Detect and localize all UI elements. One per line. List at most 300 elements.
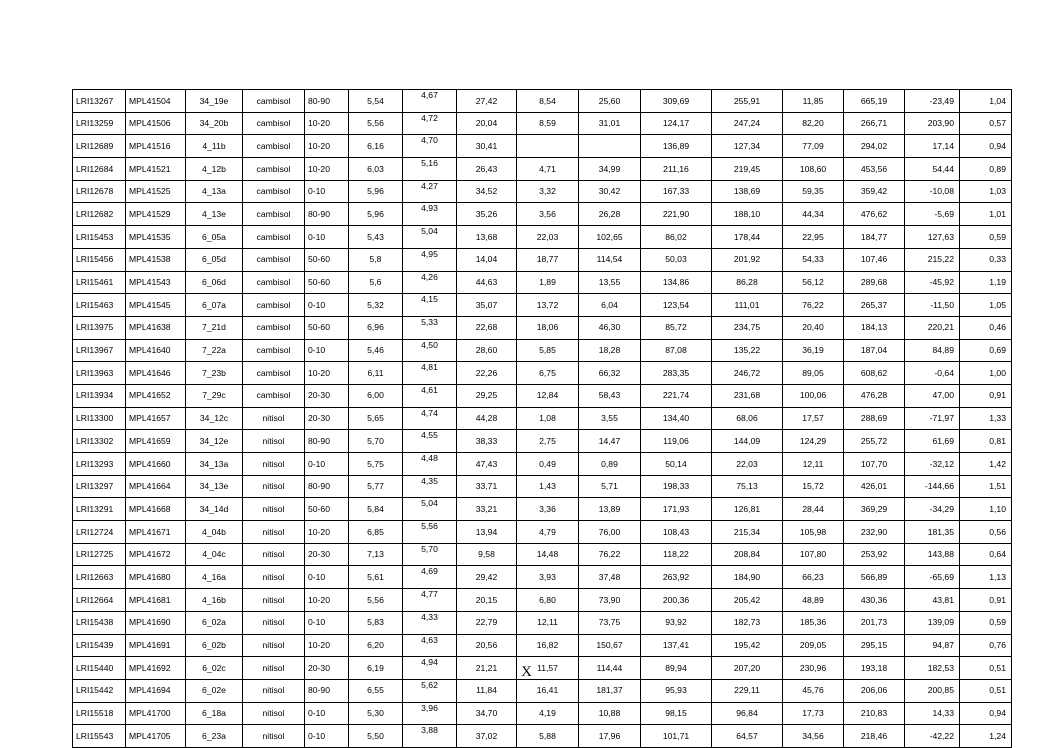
cell-lab-id: LRI15439 <box>73 634 126 657</box>
cell-lab-id: LRI15438 <box>73 611 126 634</box>
cell-value-i: 608,62 <box>844 362 905 385</box>
table-row <box>73 611 1012 634</box>
cell-soil-type: cambisol <box>243 294 305 317</box>
cell-value-g: 208,84 <box>712 543 783 566</box>
cell-value-k: 1,33 <box>960 407 1012 430</box>
cell-value-a: 6,55 <box>349 679 403 702</box>
cell-soil-type: nitisol <box>243 430 305 453</box>
cell-value-f: 50,14 <box>641 453 712 476</box>
cell-value-g: 234,75 <box>712 316 783 339</box>
cell-value-g: 215,34 <box>712 521 783 544</box>
cell-value-k: 0,81 <box>960 430 1012 453</box>
cell-value-c: 20,04 <box>457 112 517 135</box>
cell-site-code: 6_02a <box>186 611 243 634</box>
cell-soil-type: nitisol <box>243 498 305 521</box>
cell-value-h: 100,06 <box>783 384 844 407</box>
cell-value-i: 359,42 <box>844 180 905 203</box>
cell-lab-id: LRI13967 <box>73 339 126 362</box>
cell-soil-type: nitisol <box>243 634 305 657</box>
cell-value-e: 73,75 <box>579 611 641 634</box>
cell-value-i: 289,68 <box>844 271 905 294</box>
cell-depth: 10-20 <box>305 589 349 612</box>
cell-value-j: 54,44 <box>905 158 960 181</box>
cell-site-code: 6_05d <box>186 248 243 271</box>
table-row <box>73 702 1012 725</box>
cell-value-e: 58,43 <box>579 384 641 407</box>
table-row <box>73 589 1012 612</box>
cell-value-b: 4,72 <box>403 112 457 135</box>
cell-value-i: 184,13 <box>844 316 905 339</box>
cell-sample-id: MPL41664 <box>126 475 186 498</box>
cell-value-i: 430,36 <box>844 589 905 612</box>
cell-value-d: 3,93 <box>517 566 579 589</box>
cell-value-j: 182,53 <box>905 657 960 680</box>
cell-value-f: 119,06 <box>641 430 712 453</box>
cell-value-i: 218,46 <box>844 725 905 748</box>
cell-value-a: 5,96 <box>349 203 403 226</box>
cell-value-d: 13,72 <box>517 294 579 317</box>
cell-soil-type: nitisol <box>243 611 305 634</box>
table-row <box>73 362 1012 385</box>
cell-lab-id: LRI12684 <box>73 158 126 181</box>
cell-sample-id: MPL41700 <box>126 702 186 725</box>
cell-value-j: -45,92 <box>905 271 960 294</box>
cell-sample-id: MPL41543 <box>126 271 186 294</box>
cell-value-g: 135,22 <box>712 339 783 362</box>
cell-site-code: 34_14d <box>186 498 243 521</box>
cell-depth: 80-90 <box>305 679 349 702</box>
cell-soil-type: nitisol <box>243 475 305 498</box>
cell-value-j: 61,69 <box>905 430 960 453</box>
cell-value-i: 210,83 <box>844 702 905 725</box>
cell-value-b: 5,62 <box>403 679 457 702</box>
cell-value-c: 28,60 <box>457 339 517 362</box>
cell-value-f: 124,17 <box>641 112 712 135</box>
cell-value-j: -42,22 <box>905 725 960 748</box>
cell-value-e: 46,30 <box>579 316 641 339</box>
cell-value-a: 5,84 <box>349 498 403 521</box>
cell-site-code: 7_29c <box>186 384 243 407</box>
cell-value-e: 17,96 <box>579 725 641 748</box>
cell-value-b: 5,04 <box>403 226 457 249</box>
table-row <box>73 453 1012 476</box>
cell-site-code: 6_05a <box>186 226 243 249</box>
cell-sample-id: MPL41652 <box>126 384 186 407</box>
cell-value-g: 96,84 <box>712 702 783 725</box>
cell-value-k: 1,13 <box>960 566 1012 589</box>
cell-value-j: 127,63 <box>905 226 960 249</box>
cell-site-code: 34_13a <box>186 453 243 476</box>
cell-value-a: 5,96 <box>349 180 403 203</box>
cell-value-j: 143,88 <box>905 543 960 566</box>
cell-value-e: 102,65 <box>579 226 641 249</box>
cell-soil-type: nitisol <box>243 725 305 748</box>
cell-sample-id: MPL41681 <box>126 589 186 612</box>
cell-value-c: 34,70 <box>457 702 517 725</box>
cell-value-g: 184,90 <box>712 566 783 589</box>
cell-value-f: 108,43 <box>641 521 712 544</box>
cell-sample-id: MPL41516 <box>126 135 186 158</box>
cell-value-h: 107,80 <box>783 543 844 566</box>
cell-value-c: 13,94 <box>457 521 517 544</box>
cell-sample-id: MPL41691 <box>126 634 186 657</box>
cell-value-a: 5,6 <box>349 271 403 294</box>
table-row <box>73 203 1012 226</box>
cell-value-h: 82,20 <box>783 112 844 135</box>
cell-value-i: 232,90 <box>844 521 905 544</box>
cell-value-g: 182,73 <box>712 611 783 634</box>
table-row <box>73 384 1012 407</box>
cell-value-d: 1,89 <box>517 271 579 294</box>
cell-depth: 0-10 <box>305 180 349 203</box>
cell-lab-id: LRI15440 <box>73 657 126 680</box>
table-row <box>73 634 1012 657</box>
cell-value-c: 26,43 <box>457 158 517 181</box>
cell-value-f: 86,02 <box>641 226 712 249</box>
cell-value-i: 201,73 <box>844 611 905 634</box>
cell-value-c: 47,43 <box>457 453 517 476</box>
cell-soil-type: nitisol <box>243 543 305 566</box>
cell-value-g: 229,11 <box>712 679 783 702</box>
cell-value-j: 215,22 <box>905 248 960 271</box>
cell-value-d: 16,41 <box>517 679 579 702</box>
cell-value-k: 1,51 <box>960 475 1012 498</box>
cell-sample-id: MPL41535 <box>126 226 186 249</box>
cell-value-b: 5,04 <box>403 498 457 521</box>
cell-value-h: 54,33 <box>783 248 844 271</box>
cell-value-f: 137,41 <box>641 634 712 657</box>
cell-value-g: 75,13 <box>712 475 783 498</box>
cell-value-d: 1,08 <box>517 407 579 430</box>
cell-soil-type: cambisol <box>243 180 305 203</box>
cell-value-g: 188,10 <box>712 203 783 226</box>
soil-data-table <box>72 89 1012 748</box>
cell-soil-type: nitisol <box>243 566 305 589</box>
cell-soil-type: nitisol <box>243 702 305 725</box>
cell-value-f: 85,72 <box>641 316 712 339</box>
cell-value-j: 203,90 <box>905 112 960 135</box>
cell-soil-type: nitisol <box>243 589 305 612</box>
cell-value-d: 6,80 <box>517 589 579 612</box>
cell-value-e: 25,60 <box>579 90 641 113</box>
cell-value-e: 14,47 <box>579 430 641 453</box>
table-row <box>73 226 1012 249</box>
cell-site-code: 6_02b <box>186 634 243 657</box>
cell-value-f: 101,71 <box>641 725 712 748</box>
cell-value-b: 4,95 <box>403 248 457 271</box>
cell-value-j: -65,69 <box>905 566 960 589</box>
cell-sample-id: MPL41671 <box>126 521 186 544</box>
cell-site-code: 34_20b <box>186 112 243 135</box>
cell-value-d <box>517 135 579 158</box>
cell-value-i: 206,06 <box>844 679 905 702</box>
cell-value-b: 4,27 <box>403 180 457 203</box>
cell-value-j: 43,81 <box>905 589 960 612</box>
cell-sample-id: MPL41660 <box>126 453 186 476</box>
cell-value-h: 17,73 <box>783 702 844 725</box>
cell-depth: 80-90 <box>305 90 349 113</box>
cell-depth: 50-60 <box>305 498 349 521</box>
cell-lab-id: LRI12664 <box>73 589 126 612</box>
cell-value-a: 6,20 <box>349 634 403 657</box>
cell-value-f: 198,33 <box>641 475 712 498</box>
cell-value-f: 263,92 <box>641 566 712 589</box>
cell-soil-type: cambisol <box>243 316 305 339</box>
cell-value-g: 219,45 <box>712 158 783 181</box>
cell-site-code: 6_18a <box>186 702 243 725</box>
cell-value-k: 0,94 <box>960 135 1012 158</box>
cell-value-d: 6,75 <box>517 362 579 385</box>
cell-sample-id: MPL41672 <box>126 543 186 566</box>
table-row <box>73 498 1012 521</box>
cell-site-code: 34_13e <box>186 475 243 498</box>
cell-sample-id: MPL41705 <box>126 725 186 748</box>
cell-value-j: 181,35 <box>905 521 960 544</box>
cell-depth: 0-10 <box>305 226 349 249</box>
cell-value-b: 5,56 <box>403 521 457 544</box>
cell-lab-id: LRI13293 <box>73 453 126 476</box>
cell-site-code: 4_13e <box>186 203 243 226</box>
cell-value-a: 6,85 <box>349 521 403 544</box>
cell-value-e: 0,89 <box>579 453 641 476</box>
cell-soil-type: cambisol <box>243 384 305 407</box>
cell-value-h: 105,98 <box>783 521 844 544</box>
cell-value-d: 14,48 <box>517 543 579 566</box>
cell-value-k: 0,91 <box>960 589 1012 612</box>
cell-value-b: 4,33 <box>403 611 457 634</box>
cell-value-c: 27,42 <box>457 90 517 113</box>
table-row <box>73 180 1012 203</box>
cell-sample-id: MPL41504 <box>126 90 186 113</box>
cell-value-h: 185,36 <box>783 611 844 634</box>
cell-value-d: 18,77 <box>517 248 579 271</box>
cell-depth: 0-10 <box>305 339 349 362</box>
cell-value-b: 5,16 <box>403 158 457 181</box>
cell-value-a: 5,61 <box>349 566 403 589</box>
cell-value-g: 144,09 <box>712 430 783 453</box>
cell-value-k: 0,33 <box>960 248 1012 271</box>
cell-value-f: 136,89 <box>641 135 712 158</box>
cell-value-k: 0,94 <box>960 702 1012 725</box>
cell-value-h: 15,72 <box>783 475 844 498</box>
cell-lab-id: LRI13300 <box>73 407 126 430</box>
cell-value-c: 44,28 <box>457 407 517 430</box>
cell-value-a: 5,56 <box>349 589 403 612</box>
cell-value-c: 44,63 <box>457 271 517 294</box>
cell-lab-id: LRI13963 <box>73 362 126 385</box>
cell-value-c: 21,21 <box>457 657 517 680</box>
cell-value-g: 207,20 <box>712 657 783 680</box>
cell-value-i: 184,77 <box>844 226 905 249</box>
cell-lab-id: LRI13267 <box>73 90 126 113</box>
cell-value-j: 84,89 <box>905 339 960 362</box>
cell-value-d: 5,85 <box>517 339 579 362</box>
cell-value-e: 30,42 <box>579 180 641 203</box>
cell-value-j: 139,09 <box>905 611 960 634</box>
cell-value-d: 3,36 <box>517 498 579 521</box>
cell-value-i: 476,62 <box>844 203 905 226</box>
cell-value-f: 167,33 <box>641 180 712 203</box>
cell-value-i: 255,72 <box>844 430 905 453</box>
cell-value-d: 0,49 <box>517 453 579 476</box>
cell-value-k: 0,57 <box>960 112 1012 135</box>
cell-value-k: 1,19 <box>960 271 1012 294</box>
cell-lab-id: LRI12725 <box>73 543 126 566</box>
cell-value-d: 1,43 <box>517 475 579 498</box>
cell-lab-id: LRI12689 <box>73 135 126 158</box>
cell-value-f: 200,36 <box>641 589 712 612</box>
cell-sample-id: MPL41668 <box>126 498 186 521</box>
cell-value-b: 4,55 <box>403 430 457 453</box>
cell-value-c: 34,52 <box>457 180 517 203</box>
cell-depth: 80-90 <box>305 475 349 498</box>
cell-site-code: 34_12e <box>186 430 243 453</box>
cell-value-j: -5,69 <box>905 203 960 226</box>
cell-value-a: 5,70 <box>349 430 403 453</box>
cell-value-a: 5,8 <box>349 248 403 271</box>
cell-value-j: -34,29 <box>905 498 960 521</box>
cell-value-b: 4,50 <box>403 339 457 362</box>
table-row <box>73 339 1012 362</box>
cell-lab-id: LRI12682 <box>73 203 126 226</box>
cell-site-code: 6_02e <box>186 679 243 702</box>
cell-sample-id: MPL41659 <box>126 430 186 453</box>
cell-depth: 10-20 <box>305 634 349 657</box>
cell-sample-id: MPL41646 <box>126 362 186 385</box>
cell-depth: 10-20 <box>305 158 349 181</box>
cell-site-code: 6_06d <box>186 271 243 294</box>
cell-value-e: 13,89 <box>579 498 641 521</box>
cell-value-a: 5,46 <box>349 339 403 362</box>
cell-value-h: 36,19 <box>783 339 844 362</box>
cell-value-h: 124,29 <box>783 430 844 453</box>
cell-lab-id: LRI15456 <box>73 248 126 271</box>
cell-depth: 10-20 <box>305 135 349 158</box>
cell-value-c: 35,26 <box>457 203 517 226</box>
cell-value-d: 4,79 <box>517 521 579 544</box>
cell-lab-id: LRI15543 <box>73 725 126 748</box>
cell-value-g: 195,42 <box>712 634 783 657</box>
table-row <box>73 521 1012 544</box>
cell-depth: 0-10 <box>305 725 349 748</box>
cell-depth: 80-90 <box>305 203 349 226</box>
cell-soil-type: cambisol <box>243 248 305 271</box>
cell-depth: 10-20 <box>305 362 349 385</box>
cell-value-k: 0,56 <box>960 521 1012 544</box>
cell-value-f: 98,15 <box>641 702 712 725</box>
cell-sample-id: MPL41694 <box>126 679 186 702</box>
cell-lab-id: LRI13291 <box>73 498 126 521</box>
cell-value-e: 114,54 <box>579 248 641 271</box>
cell-value-e: 5,71 <box>579 475 641 498</box>
cell-site-code: 6_02c <box>186 657 243 680</box>
cell-site-code: 6_07a <box>186 294 243 317</box>
table-row <box>73 135 1012 158</box>
cell-value-f: 123,54 <box>641 294 712 317</box>
cell-value-d: 18,06 <box>517 316 579 339</box>
cell-sample-id: MPL41545 <box>126 294 186 317</box>
cell-site-code: 4_04b <box>186 521 243 544</box>
cell-value-e: 76,22 <box>579 543 641 566</box>
cell-value-i: 453,56 <box>844 158 905 181</box>
cell-value-b: 5,33 <box>403 316 457 339</box>
cell-value-g: 64,57 <box>712 725 783 748</box>
cell-value-c: 9,58 <box>457 543 517 566</box>
cell-value-c: 35,07 <box>457 294 517 317</box>
cell-value-b: 4,93 <box>403 203 457 226</box>
table-row <box>73 158 1012 181</box>
cell-value-h: 66,23 <box>783 566 844 589</box>
cell-value-a: 6,96 <box>349 316 403 339</box>
cell-value-c: 33,71 <box>457 475 517 498</box>
cell-value-k: 1,00 <box>960 362 1012 385</box>
cell-sample-id: MPL41640 <box>126 339 186 362</box>
table-body <box>73 90 1012 748</box>
cell-value-i: 288,69 <box>844 407 905 430</box>
cell-lab-id: LRI12663 <box>73 566 126 589</box>
cell-site-code: 7_22a <box>186 339 243 362</box>
cell-value-e: 31,01 <box>579 112 641 135</box>
cell-value-d: 5,88 <box>517 725 579 748</box>
table-row <box>73 430 1012 453</box>
cell-value-k: 0,46 <box>960 316 1012 339</box>
table-row <box>73 566 1012 589</box>
footer-mark: X <box>521 664 532 680</box>
cell-value-f: 283,35 <box>641 362 712 385</box>
cell-site-code: 34_12c <box>186 407 243 430</box>
cell-value-f: 171,93 <box>641 498 712 521</box>
cell-value-g: 201,92 <box>712 248 783 271</box>
table-row <box>73 316 1012 339</box>
cell-value-j: -144,66 <box>905 475 960 498</box>
cell-value-k: 1,03 <box>960 180 1012 203</box>
cell-value-a: 5,77 <box>349 475 403 498</box>
cell-value-h: 59,35 <box>783 180 844 203</box>
cell-value-a: 5,83 <box>349 611 403 634</box>
cell-value-k: 1,10 <box>960 498 1012 521</box>
cell-value-f: 134,40 <box>641 407 712 430</box>
table-row <box>73 407 1012 430</box>
cell-value-f: 309,69 <box>641 90 712 113</box>
cell-sample-id: MPL41680 <box>126 566 186 589</box>
cell-value-j: -10,08 <box>905 180 960 203</box>
cell-value-g: 68,06 <box>712 407 783 430</box>
cell-value-k: 1,05 <box>960 294 1012 317</box>
cell-depth: 20-30 <box>305 384 349 407</box>
cell-value-g: 255,91 <box>712 90 783 113</box>
cell-value-h: 108,60 <box>783 158 844 181</box>
cell-value-i: 107,46 <box>844 248 905 271</box>
cell-depth: 50-60 <box>305 316 349 339</box>
cell-lab-id: LRI12724 <box>73 521 126 544</box>
cell-value-e: 6,04 <box>579 294 641 317</box>
cell-value-d: 8,59 <box>517 112 579 135</box>
cell-value-h: 45,76 <box>783 679 844 702</box>
cell-soil-type: cambisol <box>243 203 305 226</box>
cell-value-k: 0,59 <box>960 226 1012 249</box>
table-row <box>73 543 1012 566</box>
cell-value-b: 4,74 <box>403 407 457 430</box>
cell-value-c: 20,56 <box>457 634 517 657</box>
cell-depth: 0-10 <box>305 702 349 725</box>
cell-value-j: 47,00 <box>905 384 960 407</box>
cell-value-i: 476,28 <box>844 384 905 407</box>
cell-value-b: 4,70 <box>403 135 457 158</box>
cell-value-i: 265,37 <box>844 294 905 317</box>
cell-value-f: 211,16 <box>641 158 712 181</box>
cell-value-e: 181,37 <box>579 679 641 702</box>
cell-value-e: 66,32 <box>579 362 641 385</box>
